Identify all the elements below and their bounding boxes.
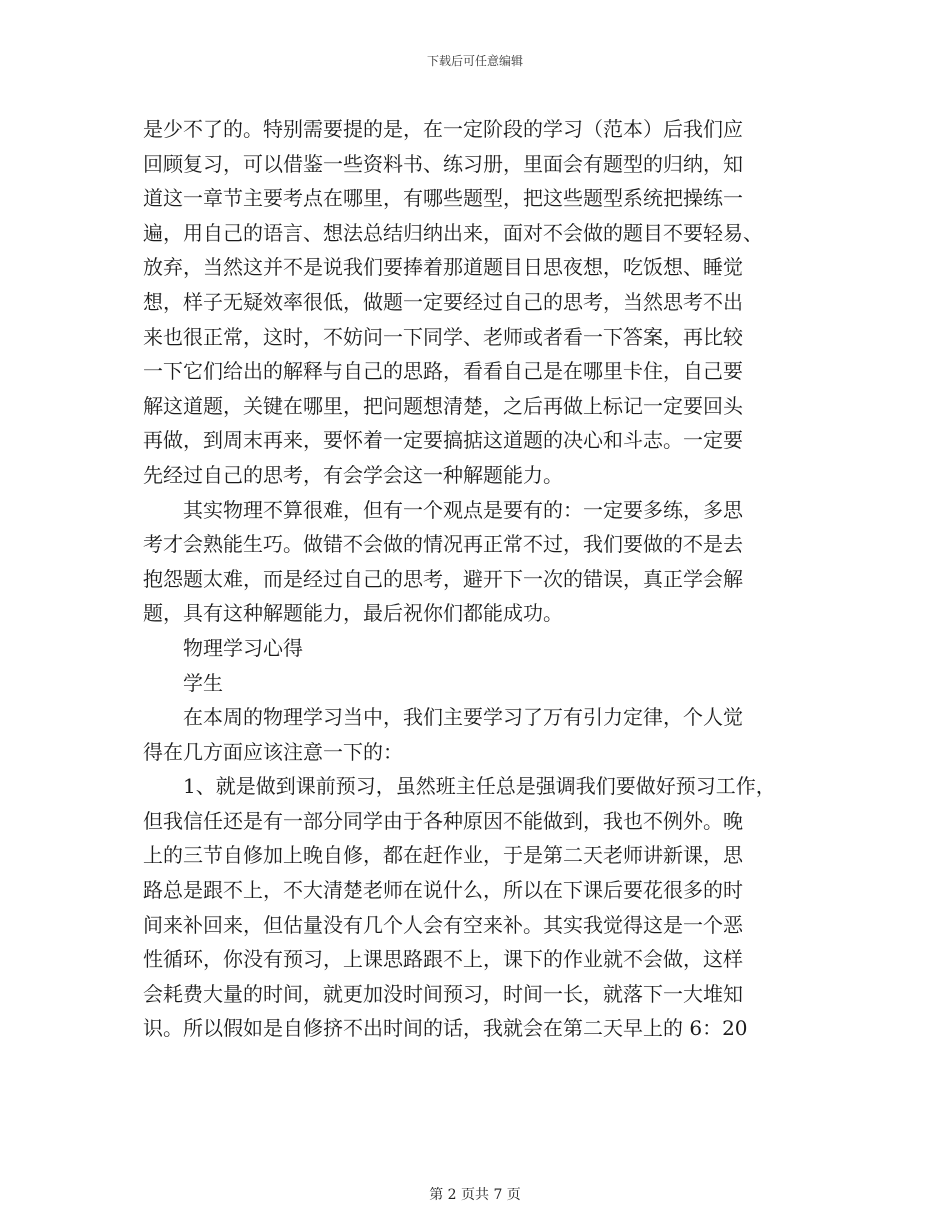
- text-line: 想，样子无疑效率很低，做题一定要经过自己的思考，当然思考不出: [143, 289, 743, 314]
- text-line: 在本周的物理学习当中，我们主要学习了万有引力定律，个人觉: [143, 705, 743, 730]
- text-line: 是少不了的。特别需要提的是，在一定阶段的学习（范本）后我们应: [143, 117, 743, 141]
- author-line: 学生: [143, 670, 223, 695]
- text-line: 得在几方面应该注意一下的：: [143, 739, 403, 764]
- page-footer: 第 2 页共 7 页: [429, 1187, 521, 1203]
- page-header: 下载后可任意编辑: [426, 54, 523, 68]
- text-line: 题，具有这种解题能力，最后祝你们都能成功。: [143, 601, 563, 626]
- text-line: 间来补回来，但估量没有几个人会有空来补。其实我觉得这是一个恶: [143, 912, 743, 937]
- text-line: 1、就是做到课前预习，虽然班主任总是强调我们要做好预习工作，: [143, 774, 776, 799]
- text-line: 道这一章节主要考点在哪里，有哪些题型，把这些题型系统把操练一: [143, 186, 743, 211]
- text-line: 但我信任还是有一部分同学由于各种原因不能做到，我也不例外。晚: [143, 808, 743, 833]
- text-line: 解这道题，关键在哪里，把问题想清楚，之后再做上标记一定要回头: [143, 393, 743, 418]
- text-line: 来也很正常，这时，不妨问一下同学、老师或者看一下答案，再比较: [143, 324, 743, 349]
- text-line: 其实物理不算很难，但有一个观点是要有的：一定要多练，多思: [143, 497, 743, 522]
- text-line: 路总是跟不上，不大清楚老师在说什么，所以在下课后要花很多的时: [143, 878, 743, 903]
- text-line: 一下它们给出的解释与自己的思路，看看自己是在哪里卡住，自己要: [143, 359, 743, 384]
- document-body: [143, 112, 823, 1046]
- text-line: 识。所以假如是自修挤不出时间的话，我就会在第二天早上的 6：20: [143, 1016, 748, 1041]
- text-line: 遍，用自己的语言、想法总结归纳出来，面对不会做的题目不要轻易、: [143, 220, 763, 245]
- text-line: 上的三节自修加上晚自修，都在赶作业，于是第二天老师讲新课，思: [143, 843, 743, 868]
- text-line: 抱怨题太难，而是经过自己的思考，避开下一次的错误，真正学会解: [143, 566, 743, 591]
- text-line: 性循环，你没有预习，上课思路跟不上，课下的作业就不会做，这样: [143, 947, 743, 972]
- text-line: 会耗费大量的时间，就更加没时间预习，时间一长，就落下一大堆知: [143, 981, 743, 1006]
- text-line: 放弃，当然这并不是说我们要捧着那道题目日思夜想，吃饭想、睡觉: [143, 255, 743, 280]
- text-line: 回顾复习，可以借鉴一些资料书、练习册，里面会有题型的归纳，知: [143, 151, 743, 176]
- text-line: 考才会熟能生巧。做错不会做的情况再正常不过，我们要做的不是去: [143, 532, 743, 557]
- section-title: 物理学习心得: [143, 635, 303, 660]
- text-line: 再做，到周末再来，要怀着一定要搞掂这道题的决心和斗志。一定要: [143, 428, 743, 453]
- text-line: 先经过自己的思考，有会学会这一种解题能力。: [143, 462, 563, 487]
